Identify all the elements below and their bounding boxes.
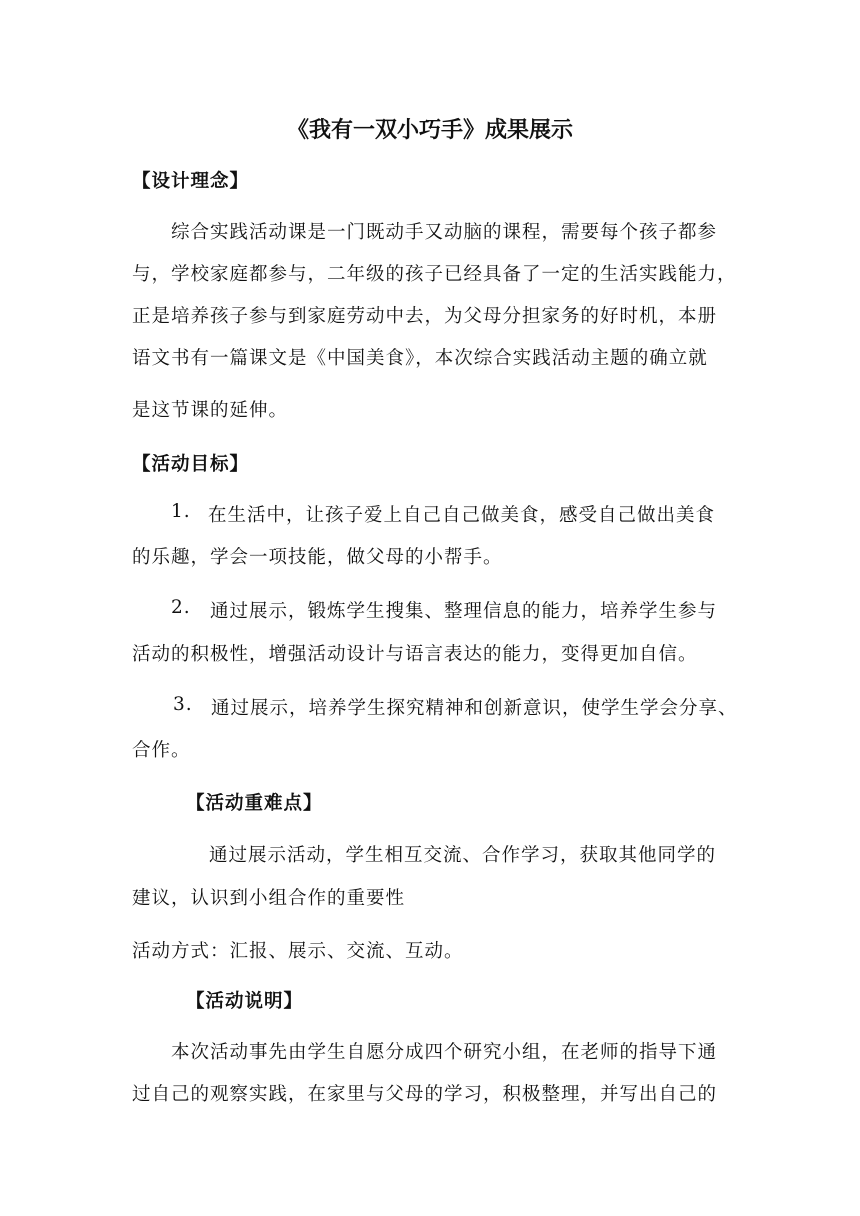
design-concept-line: 正是培养孩子参与到家庭劳动中去，为父母分担家务的好时机，本册 — [132, 306, 718, 327]
goal-line: 合作。 — [132, 740, 191, 761]
design-concept-line: 语文书有一篇课文是《中国美食》，本次综合实践活动主题的确立就 — [132, 348, 708, 369]
goal-number: 2. — [171, 597, 191, 618]
key-points-heading: 【活动重难点】 — [186, 793, 323, 814]
goal-line: 活动的积极性，增强活动设计与语言表达的能力，变得更加自信。 — [132, 644, 698, 665]
goal-number: 3. — [173, 694, 193, 715]
goals-heading: 【活动目标】 — [132, 454, 250, 475]
goal-line: 通过展示，锻炼学生搜集、整理信息的能力，培养学生参与 — [210, 601, 718, 622]
key-points-line: 建议，认识到小组合作的重要性 — [132, 888, 406, 909]
design-concept-line: 综合实践活动课是一门既动手又动脑的课程，需要每个孩子都参 — [171, 222, 718, 243]
goal-line: 的乐趣，学会一项技能，做父母的小帮手。 — [132, 547, 503, 568]
design-concept-line: 是这节课的延伸。 — [132, 400, 289, 421]
explanation-line: 本次活动事先由学生自愿分成四个研究小组，在老师的指导下通 — [171, 1042, 718, 1063]
goal-number: 1. — [171, 501, 191, 522]
goal-line: 通过展示，培养学生探究精神和创新意识，使学生学会分享、 — [211, 698, 738, 719]
goal-line: 在生活中，让孩子爱上自己自己做美食，感受自己做出美食 — [208, 505, 716, 526]
activity-method: 活动方式：汇报、展示、交流、互动。 — [132, 941, 464, 962]
design-concept-heading: 【设计理念】 — [132, 171, 250, 192]
explanation-line: 过自己的观察实践，在家里与父母的学习，积极整理，并写出自己的 — [132, 1084, 718, 1105]
page-title: 《我有一双小巧手》成果展示 — [286, 117, 573, 143]
explanation-heading: 【活动说明】 — [186, 991, 304, 1012]
design-concept-line: 与，学校家庭都参与，二年级的孩子已经具备了一定的生活实践能力， — [132, 264, 737, 285]
key-points-line: 通过展示活动，学生相互交流、合作学习，获取其他同学的 — [209, 845, 717, 866]
